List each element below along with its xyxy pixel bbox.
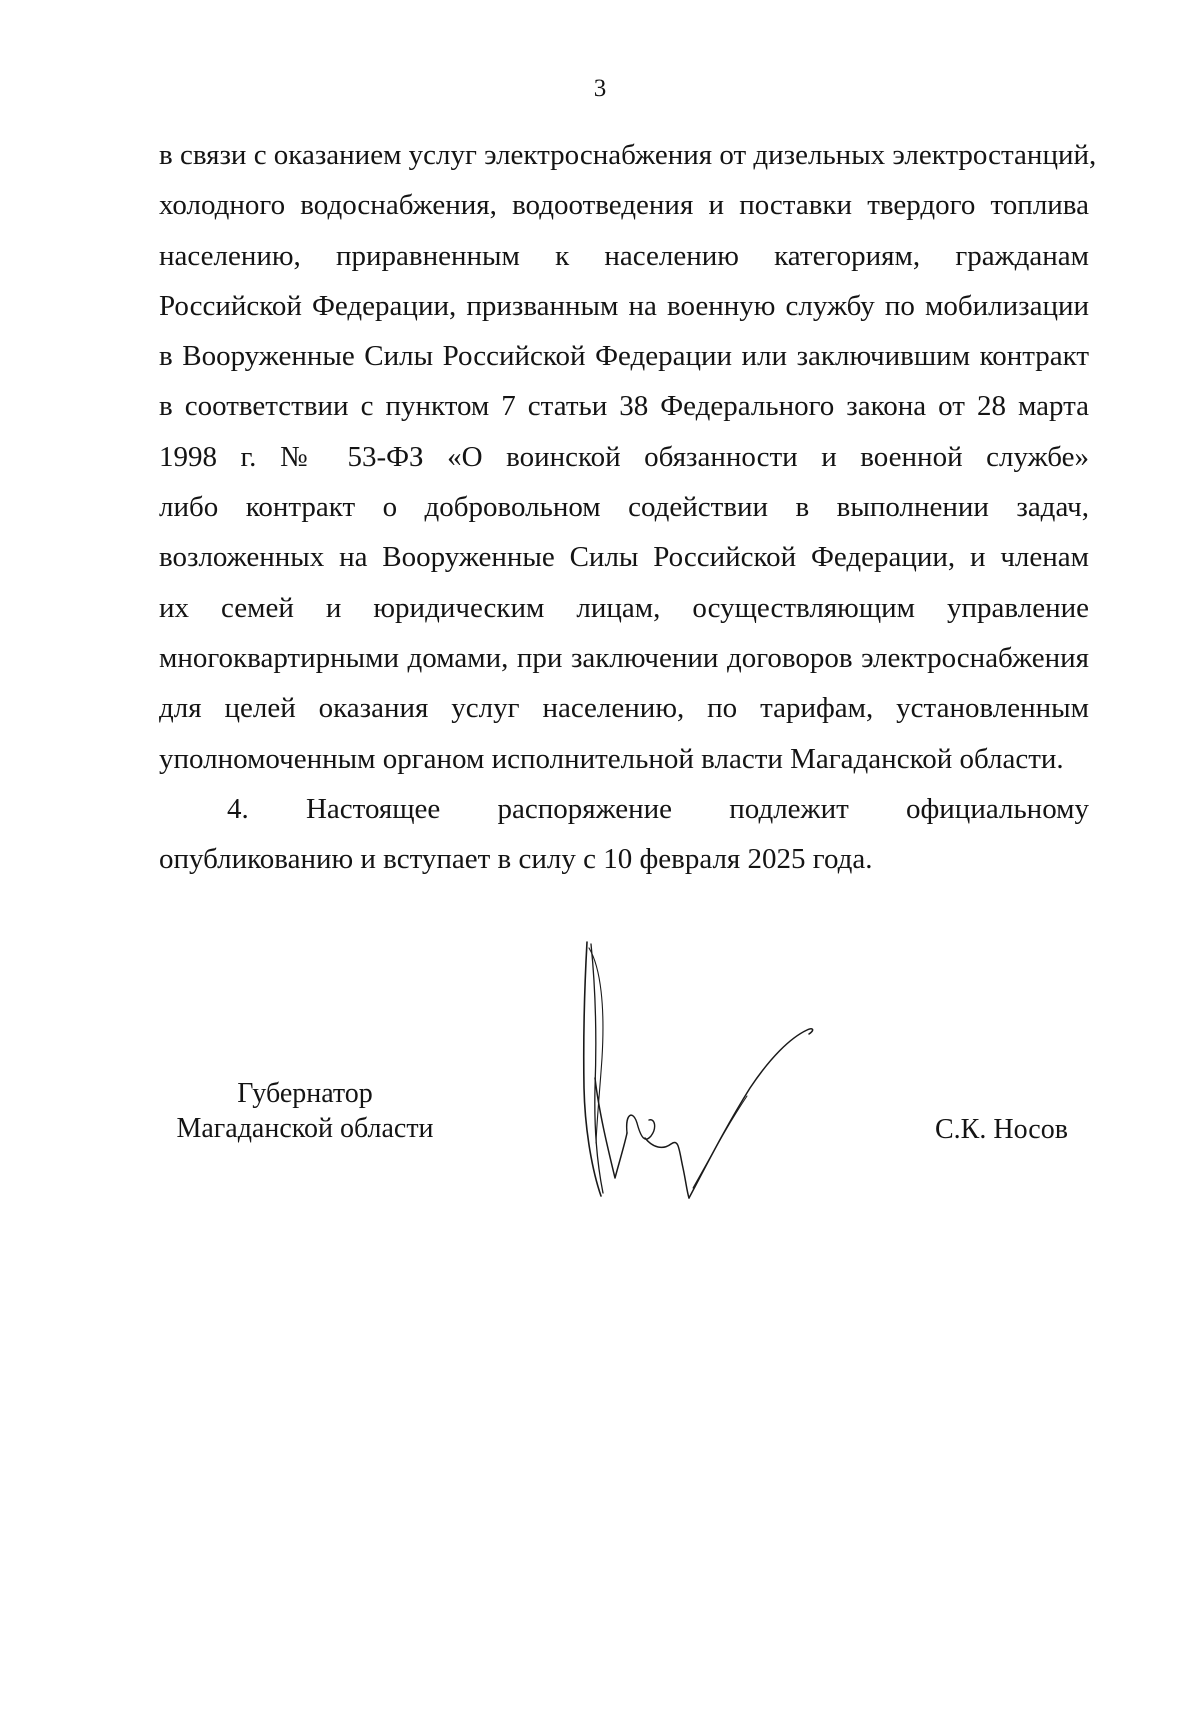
signature-stroke: [645, 1138, 689, 1198]
page-number: 3: [593, 75, 607, 102]
signature-stroke: [627, 1115, 655, 1139]
signatory-name: С.К. Носов: [935, 1114, 1068, 1145]
paragraph-line: населению, приравненным к населению категориям, гражданам: [159, 239, 1089, 272]
signature-stroke: [584, 942, 601, 1196]
signature-stroke: [693, 1096, 747, 1188]
paragraph-line: возложенных на Вооруженные Силы Российской Федерации, и членам: [159, 541, 1089, 574]
paragraph-line: в Вооруженные Силы Российской Федерации или заключившим контракт: [159, 340, 1089, 373]
paragraph-line: для целей оказания услуг населению, по тарифам, установленным: [159, 692, 1089, 725]
paragraph-line: либо контракт о добровольном содействии в выполнении задач,: [159, 491, 1089, 524]
position-line: Магаданской области: [176, 1113, 434, 1144]
paragraph-line: в связи с оказанием услуг электроснабжения от дизельных электростанций,: [159, 139, 1097, 171]
item-4-line-2: опубликованию и вступает в силу с 10 февраля 2025 года.: [159, 843, 873, 876]
paragraph-line: 1998 г. № 53-ФЗ «О воинской обязанности и военной службе»: [159, 440, 1089, 473]
paragraph-line: холодного водоснабжения, водоотведения и поставки твердого топлива: [159, 189, 1089, 222]
paragraph-line: многоквартирными домами, при заключении договоров электроснабжения: [159, 641, 1089, 674]
position-line: Губернатор: [237, 1078, 373, 1109]
paragraph-line: уполномоченным органом исполнительной власти Магаданской области.: [159, 742, 1064, 775]
paragraph-line: их семей и юридическим лицам, осуществляющим управление: [159, 591, 1089, 624]
signature-stroke: [689, 1029, 813, 1198]
signatory-position: [150, 1076, 460, 1146]
handwritten-signature: [575, 938, 820, 1210]
paragraph-line: в соответствии с пунктом 7 статьи 38 Федерального закона от 28 марта: [159, 390, 1089, 423]
paragraph-line: Российской Федерации, призванным на военную службу по мобилизации: [159, 289, 1089, 322]
item-4-line-1: 4. Настоящее распоряжение подлежит официальному: [227, 792, 1089, 825]
